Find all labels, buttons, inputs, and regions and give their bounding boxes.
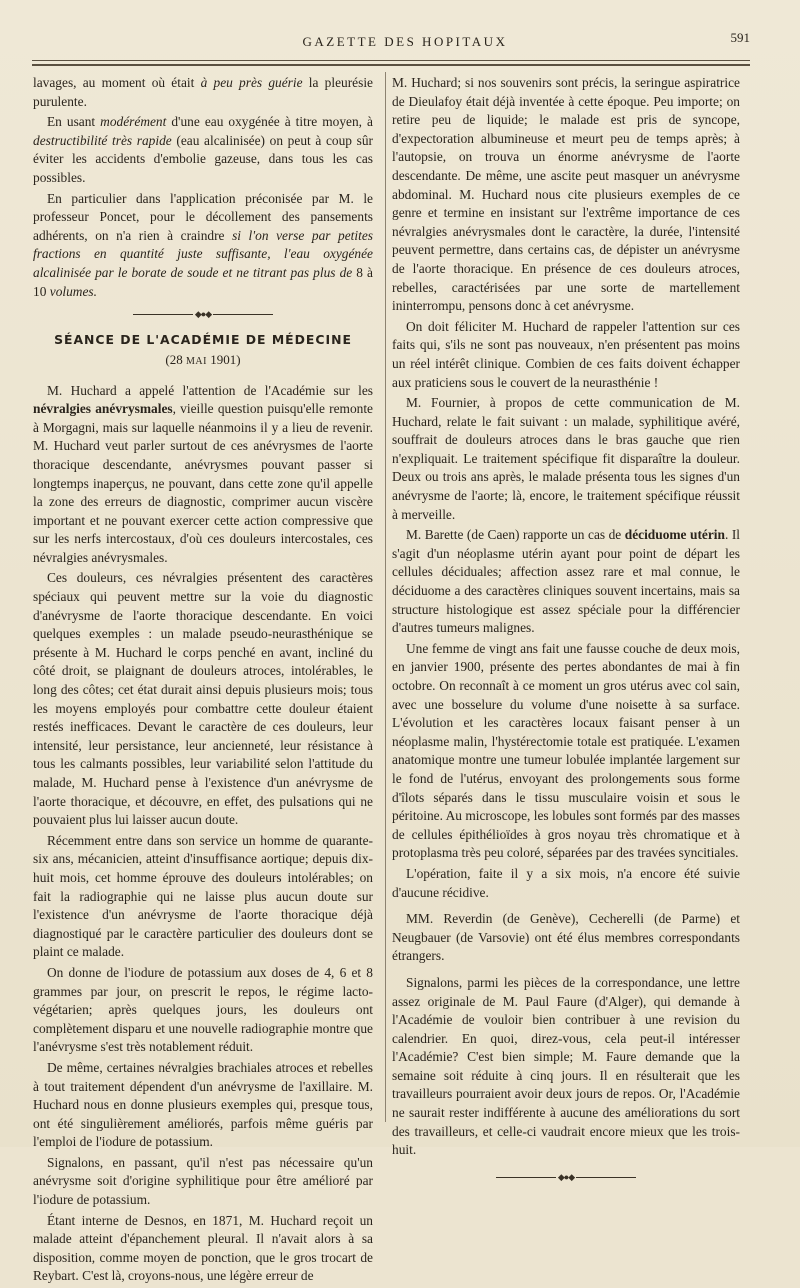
header-rule-thick <box>32 64 750 66</box>
paragraph: On donne de l'iodure de potassium aux doses de 4, 6 et 8 grammes par jour, on prescrit le repos, le régime lacto-végétarien; après quelques jours, les douleurs ont complètement disparu et une nouvelle radiographie montre que l'anévrysme s'est très notablement réduit. <box>33 964 373 1055</box>
paragraph: M. Huchard; si nos souvenirs sont précis, la seringue aspiratrice de Dieulafoy était déjà inventée à cette époque. Peu importe; on retire peu de liquide; le malade est pris de syncope, d'expectoration albumineuse et meurt peu de temps après; à l'autopsie, on trouva un énorme anévrysme de l'aorte descendante. De même, une ascite peut masquer un anévrysme abdominal. M. Huchard nous cite plusieurs exemples de ce genre et termine en insistant sur l'extrême importance de ces névralgies anévrysmales dont le caractère, la durée, l'intensité peuvent permettre, dans certains cas, de dépister un anévrysme de l'aorte thoracique. En présence de ces douleurs atroces, rebelles, caractérisées par une sorte de martellement ininterrompu, pensons donc à cet anévrysme. <box>392 75 740 314</box>
running-header <box>60 30 750 52</box>
paragraph: Récemment entre dans son service un homme de quarante-six ans, mécanicien, atteint d'insuffisance aortique; depuis dix-huit mois, cet homme éprouve des douleurs intolérables; on fait la radiographie qui ne laisse plus aucun doute sur l'existence d'un anévrysme de l'aorte thoracique déjà diagnostiqué par le caractère particulier des douleurs dont se plaint ce malade. <box>33 832 373 960</box>
paragraph: L'opération, faite il y a six mois, n'a encore été suivie d'aucune récidive. <box>392 865 740 900</box>
paragraph: Une femme de vingt ans fait une fausse couche de deux mois, en janvier 1900, présente des pertes abondantes de mai à fin octobre. On reconnaît à ce moment un gros utérus avec col sain, avec une bosselure du volume d'une noisette à sa surface. L'évolution et les caractères locaux faisant penser à un néoplasme malin, l'hystérectomie totale est pratiquée. L'examen anatomique montre une tumeur lobulée implantée largement sur le fond de l'utérus, envoyant des prolongements sous forme d'îlots séparés dans le tissu musculaire voisin et sous le péritoine. Au microscope, les lobules sont formés par des masses de cellules épithélioïdes à gros noyau très chromatique et à protoplasma très peu coloré, séparées par des travées syncitiales. <box>392 640 740 861</box>
end-ornament: ◆●◆ <box>392 1168 740 1187</box>
paragraph: Étant interne de Desnos, en 1871, M. Huchard reçoit un malade atteint d'épanchement pleural. Il n'avait alors à sa disposition, comme moyen de ponction, que le gros trocart de Reybart. C'est là, croyons-nous, une légère erreur de <box>33 1212 373 1284</box>
paragraph: Signalons, parmi les pièces de la correspondance, une lettre assez originale de M. Paul Faure (d'Alger), qui demande à l'Académie de vouloir bien contribuer à une revision du calendrier. En quoi, direz-vous, cela peut-il intéresser l'Académie? C'est bien simple; M. Faure demande que la semaine soit réduite à cinq jours. Il en résulterait que les travailleurs pourraient avoir deux jours de repos. Or, l'Académie ne saurait rester indifférente à aucune des améliorations du sort des travailleurs, et celle-ci vaudrait encore mieux que les trois-huit. <box>392 974 740 1158</box>
paragraph: lavages, au moment où était à peu près guérie la pleurésie purulente. <box>33 75 373 109</box>
section-title: SÉANCE DE L'ACADÉMIE DE MÉDECINE <box>54 332 352 348</box>
paragraph: MM. Reverdin (de Genève), Cecherelli (de Parme) et Neugbauer (de Varsovie) ont été élus membres correspondants étrangers. <box>392 911 740 964</box>
header-rule-thin <box>32 60 750 61</box>
journal-title: GAZETTE DES HOPITAUX <box>302 34 508 49</box>
right-column <box>392 74 740 1195</box>
left-column <box>33 74 373 1288</box>
paragraph: On doit féliciter M. Huchard de rappeler l'attention sur ces faits qui, s'ils ne sont pas nouveaux, n'en présentent pas moins un réel intérêt clinique. Combien de ces faits doivent échapper aux praticiens sous le couvert de la neurasthénie ! <box>392 318 740 390</box>
section-ornament: ◆●◆ <box>33 304 373 323</box>
paragraph: En usant modérément d'une eau oxygénée à titre moyen, à destructibilité très rapide (eau alcalinisée) on peut à coup sûr éviter les accidents d'embolie gazeuse, dans tous les cas possibles. <box>33 114 373 185</box>
section-date: (28 MAI 1901) <box>165 351 241 367</box>
paragraph: M. Fournier, à propos de cette communication de M. Huchard, relate le fait suivant : un malade, syphilitique avéré, souffrait de douleurs atroces dans le bras gauche que rien n'expliquait. Le traitement spécifique fit disparaître la douleur. Deux ou trois ans après, le malade présenta tous les signes d'un anévrysme de l'aorte; là, encore, le traitement spécifique réussit à merveille. <box>392 395 740 522</box>
paragraph: M. Barette (de Caen) rapporte un cas de déciduome utérin. Il s'agit d'un néoplasme utérin ayant pour point de départ les cellules déciduales; affection assez rare et mal connue, le déciduome a des caractères cliniques souvent incertains, mais sa structure histologique est assez spéciale pour la différencier d'autres tumeurs malignes. <box>392 527 740 636</box>
paragraph: En particulier dans l'application préconisée par M. le professeur Poncet, pour le décollement des pansements adhérents, on n'a rien à craindre si l'on verse par petites fractions en quantité juste suffisante, l'eau oxygénée alcalinisée par le borate de soude et ne titrant pas plus de 8 à 10 volumes. <box>33 190 373 299</box>
column-divider <box>385 72 386 1122</box>
paragraph: M. Huchard a appelé l'attention de l'Académie sur les névralgies anévrysmales, vieille question puisqu'elle remonte à Morgagni, mais sur laquelle néanmoins il y a lieu de revenir. M. Huchard veut parler surtout de ces anévrysmes de l'aorte thoracique descendante, anévrysmes pouvant passer si longtemps inaperçus, ne pouvant, dans cette zone qu'il appelle la zone des erreurs de diagnostic, comprimer aucun viscère important et ne pouvant exercer cette action compressive que sur les nerfs intercostaux, d'où ces douleurs intercostales, ces névralgies anévrysmales. <box>33 382 373 565</box>
page-number: 591 <box>730 30 750 45</box>
paragraph: Signalons, en passant, qu'il n'est pas nécessaire qu'un anévrysme soit d'origine syphilitique pour être amélioré par l'iodure de potassium. <box>33 1154 373 1208</box>
paragraph: De même, certaines névralgies brachiales atroces et rebelles à tout traitement dépendent d'un anévrysme de l'axillaire. M. Huchard nous en donne plusieurs exemples qui, presque tous, ont été singulièrement améliorés, parfois même guéris par l'emploi de l'iodure de potassium. <box>33 1059 373 1150</box>
paragraph: Ces douleurs, ces névralgies présentent des caractères spéciaux qui peuvent mettre sur la voie du diagnostic d'anévrysme de l'aorte thoracique descendante. En voici quelques exemples : un malade pseudo-neurasthénique se présente à M. Huchard le corps penché en avant, incliné du côté droit, se plaignant de douleurs atroces, intolérables, le long des côtes; cet état durait ainsi depuis plusieurs mois; tous les moyens employés pour combattre cette douleur étaient restés inefficaces. Devant le caractère de ces douleurs, leur intensité, leur persistance, leur ancienneté, leur résistance à tous les calmants possibles, leur variabilité selon l'attitude du malade, M. Huchard pense à l'existence d'un anévrysme de l'aorte thoracique, et découvre, en effet, des pulsations qui ne pouvaient plus lui laisser aucun doute. <box>33 570 373 828</box>
